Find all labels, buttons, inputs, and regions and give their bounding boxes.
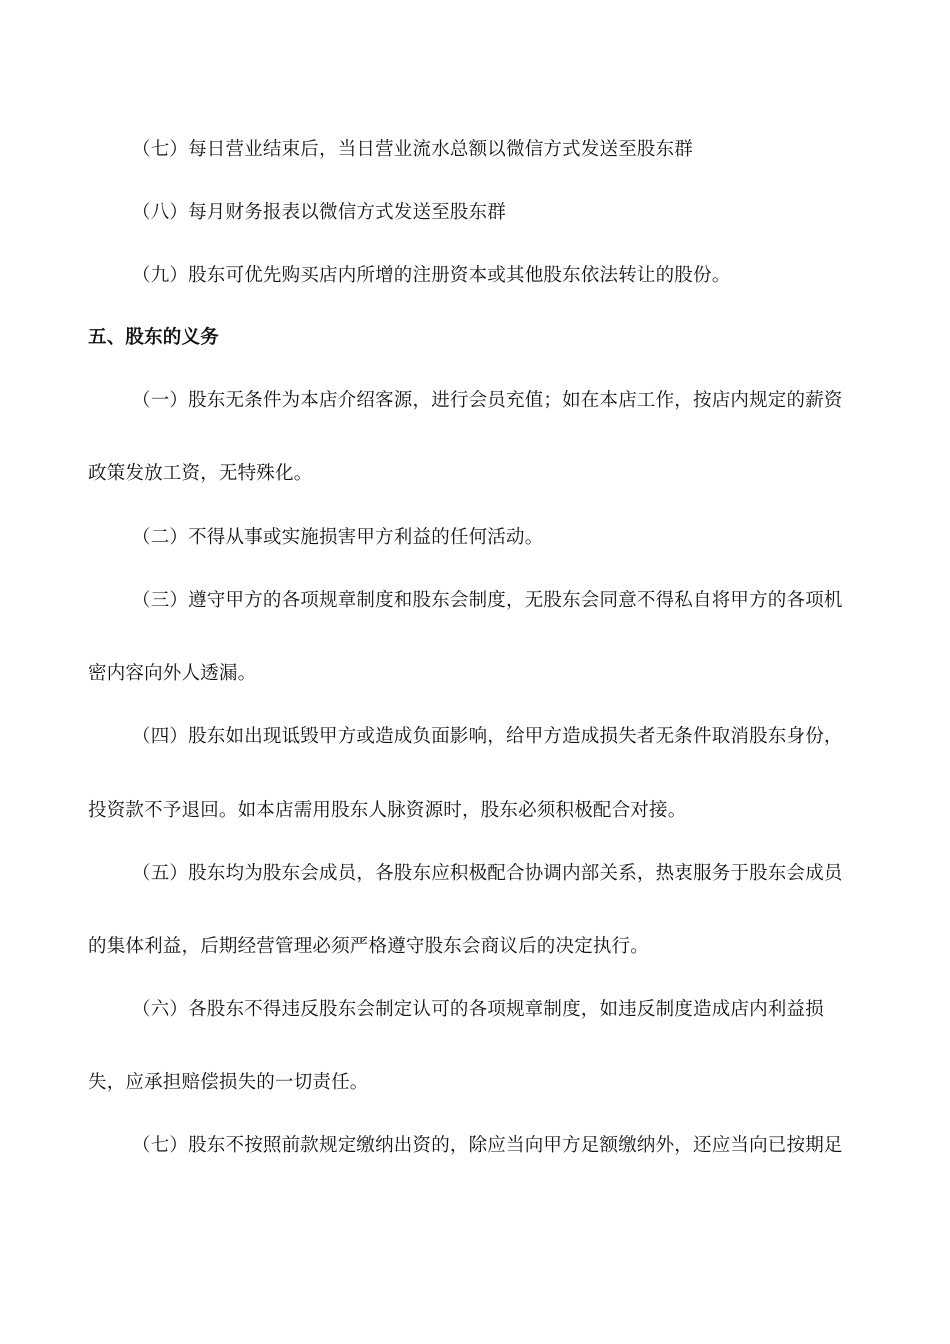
obligation-3-line-1: （三）遵守甲方的各项规章制度和股东会制度，无股东会同意不得私自将甲方的各项机: [132, 590, 843, 611]
obligation-4-line-1: （四）股东如出现诋毁甲方或造成负面影响，给甲方造成损失者无条件取消股东身份，: [132, 726, 843, 747]
clause-9-priority-purchase: （九）股东可优先购买店内所增的注册资本或其他股东依法转让的股份。: [132, 265, 731, 286]
obligation-6-line-2: 失，应承担赔偿损失的一切责任。: [88, 1072, 369, 1093]
clause-7-daily-revenue: （七）每日营业结束后，当日营业流水总额以微信方式发送至股东群: [132, 139, 694, 160]
obligation-3-line-2: 密内容向外人透漏。: [88, 663, 257, 684]
clause-8-monthly-report: （八）每月财务报表以微信方式发送至股东群: [132, 202, 507, 223]
obligation-2: （二）不得从事或实施损害甲方利益的任何活动。: [132, 527, 544, 548]
obligation-1-line-1: （一）股东无条件为本店介绍客源，进行会员充值；如在本店工作，按店内规定的薪资: [132, 390, 843, 411]
obligation-6-line-1: （六）各股东不得违反股东会制定认可的各项规章制度，如违反制度造成店内利益损: [132, 999, 824, 1020]
obligation-1-line-2: 政策发放工资，无特殊化。: [88, 463, 313, 484]
obligation-4-line-2: 投资款不予退回。如本店需用股东人脉资源时，股东必须积极配合对接。: [88, 800, 687, 821]
obligation-7-line-1: （七）股东不按照前款规定缴纳出资的，除应当向甲方足额缴纳外，还应当向已按期足: [132, 1135, 843, 1156]
obligation-5-line-1: （五）股东均为股东会成员，各股东应积极配合协调内部关系，热衷服务于股东会成员: [132, 863, 843, 884]
obligation-5-line-2: 的集体利益，后期经营管理必须严格遵守股东会商议后的决定执行。: [88, 936, 650, 957]
section-heading-obligations: 五、股东的义务: [88, 327, 219, 348]
